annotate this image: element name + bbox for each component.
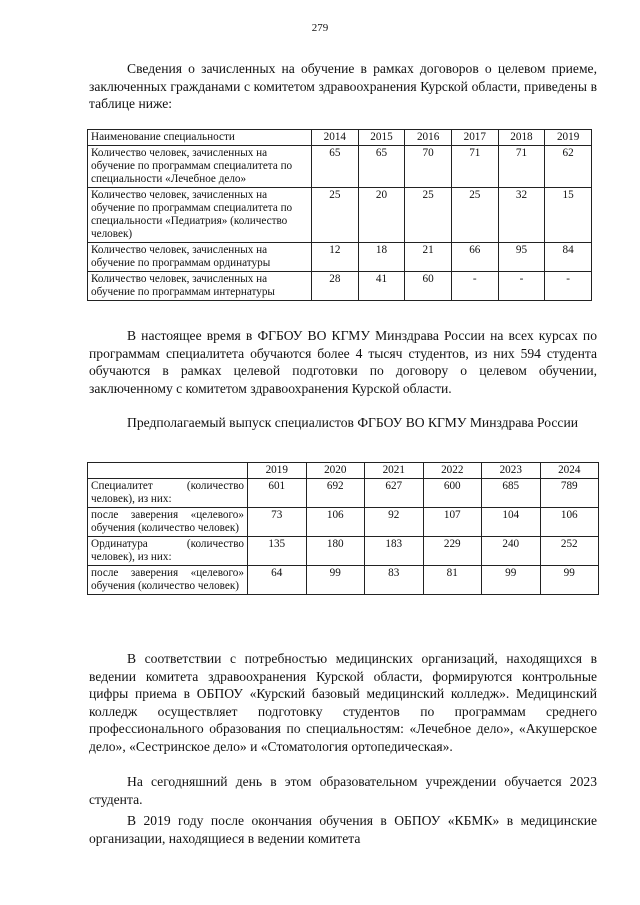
cell-value: - [498, 272, 545, 301]
cell-value: 62 [545, 146, 592, 188]
cell-value: - [545, 272, 592, 301]
cell-value: 25 [451, 188, 498, 243]
students-paragraph: В настоящее время в ФГБОУ ВО КГМУ Минздрава России на всех курсах по программам специалитета обучаются более 4 тысяч студентов, из них 594 студента обучаются в рамках целевой подготовки по договору о целевом обучении, заключенному с комитетом здравоохранения Курской области. [89, 328, 597, 396]
table-row [88, 508, 599, 537]
cell-value: 65 [312, 146, 359, 188]
cell-value: 81 [423, 566, 482, 595]
header-cell-year: 2022 [423, 463, 482, 479]
row-label: Количество человек, зачисленных на обучение по программам ординатуры [88, 243, 312, 272]
cell-value: 600 [423, 479, 482, 508]
intro-paragraph: Сведения о зачисленных на обучение в рамках договоров о целевом приеме, заключенных гражданами с комитетом здравоохранения Курской области, приведены в таблице ниже: [89, 61, 597, 111]
header-cell-year: 2019 [248, 463, 307, 479]
cell-value: 95 [498, 243, 545, 272]
cell-value: 685 [482, 479, 541, 508]
header-cell-year: 2016 [405, 130, 452, 146]
page-number: 279 [311, 22, 329, 34]
cell-value: 92 [365, 508, 424, 537]
row-label: Количество человек, зачисленных на обучение по программам интернатуры [88, 272, 312, 301]
graduates-table-header [88, 463, 599, 479]
cell-value: 99 [306, 566, 365, 595]
enrollment-table [87, 129, 592, 301]
header-cell-year: 2023 [482, 463, 541, 479]
enrollment-table-header [88, 130, 592, 146]
header-cell-label: Наименование специальности [88, 130, 312, 146]
cell-value: 135 [248, 537, 307, 566]
college-paragraph: В соответствии с потребностью медицинских организаций, находящихся в ведении комитета здравоохранения Курской области, формируются контрольные цифры приема в ОБПОУ «Курский базовый медицинский колледж». Медицинский колледж осуществляет подготовку студентов по программам среднего профессионального образования по специальностям: «Лечебное дело», «Акушерское дело», «Сестринское дело» и «Стоматология ортопедическая». [89, 651, 597, 754]
cell-value: 99 [482, 566, 541, 595]
cell-value: 106 [306, 508, 365, 537]
cell-value: 25 [405, 188, 452, 243]
cell-value: 65 [358, 146, 405, 188]
cell-value: 20 [358, 188, 405, 243]
table-row [88, 537, 599, 566]
row-label: Количество человек, зачисленных на обучение по программам специалитета по специальности «Лечебное дело» [88, 146, 312, 188]
cell-value: 21 [405, 243, 452, 272]
header-cell-year: 2014 [312, 130, 359, 146]
cell-value: - [451, 272, 498, 301]
cell-value: 104 [482, 508, 541, 537]
table-row [88, 479, 599, 508]
header-cell-year: 2021 [365, 463, 424, 479]
row-label: Ординатура (количество человек), из них: [88, 537, 248, 566]
header-cell-year: 2017 [451, 130, 498, 146]
cell-value: 12 [312, 243, 359, 272]
cell-value: 32 [498, 188, 545, 243]
header-cell-year: 2020 [306, 463, 365, 479]
cell-value: 252 [540, 537, 599, 566]
row-label: Специалитет (количество человек), из них: [88, 479, 248, 508]
cell-value: 99 [540, 566, 599, 595]
cell-value: 18 [358, 243, 405, 272]
header-cell-year: 2015 [358, 130, 405, 146]
cell-value: 106 [540, 508, 599, 537]
cell-value: 60 [405, 272, 452, 301]
table-row [88, 146, 592, 188]
cell-value: 83 [365, 566, 424, 595]
cell-value: 64 [248, 566, 307, 595]
cell-value: 73 [248, 508, 307, 537]
table-row [88, 188, 592, 243]
cell-value: 240 [482, 537, 541, 566]
cell-value: 71 [498, 146, 545, 188]
row-label: Количество человек, зачисленных на обучение по программам специалитета по специальности «Педиатрия» (количество человек) [88, 188, 312, 243]
header-cell-year: 2019 [545, 130, 592, 146]
cell-value: 627 [365, 479, 424, 508]
cell-value: 229 [423, 537, 482, 566]
header-cell-empty [88, 463, 248, 479]
row-label: после заверения «целевого» обучения (количество человек) [88, 508, 248, 537]
cell-value: 183 [365, 537, 424, 566]
cell-value: 25 [312, 188, 359, 243]
cell-value: 70 [405, 146, 452, 188]
cell-value: 28 [312, 272, 359, 301]
cell-value: 601 [248, 479, 307, 508]
header-cell-year: 2018 [498, 130, 545, 146]
cell-value: 789 [540, 479, 599, 508]
graduation-paragraph: В 2019 году после окончания обучения в ОБПОУ «КБМК» в медицинские организации, находящиеся в ведении комитета [89, 813, 597, 846]
table-row [88, 272, 592, 301]
cell-value: 84 [545, 243, 592, 272]
cell-value: 107 [423, 508, 482, 537]
row-label: после заверения «целевого» обучения (количество человек) [88, 566, 248, 595]
students-count-paragraph: На сегодняшний день в этом образовательном учреждении обучается 2023 студента. [89, 774, 597, 807]
cell-value: 66 [451, 243, 498, 272]
cell-value: 71 [451, 146, 498, 188]
cell-value: 180 [306, 537, 365, 566]
cell-value: 41 [358, 272, 405, 301]
graduates-table [87, 462, 599, 595]
header-cell-year: 2024 [540, 463, 599, 479]
table-row [88, 566, 599, 595]
cell-value: 692 [306, 479, 365, 508]
table-row [88, 243, 592, 272]
cell-value: 15 [545, 188, 592, 243]
graduates-heading-paragraph: Предполагаемый выпуск специалистов ФГБОУ ВО КГМУ Минздрава России [127, 415, 578, 430]
